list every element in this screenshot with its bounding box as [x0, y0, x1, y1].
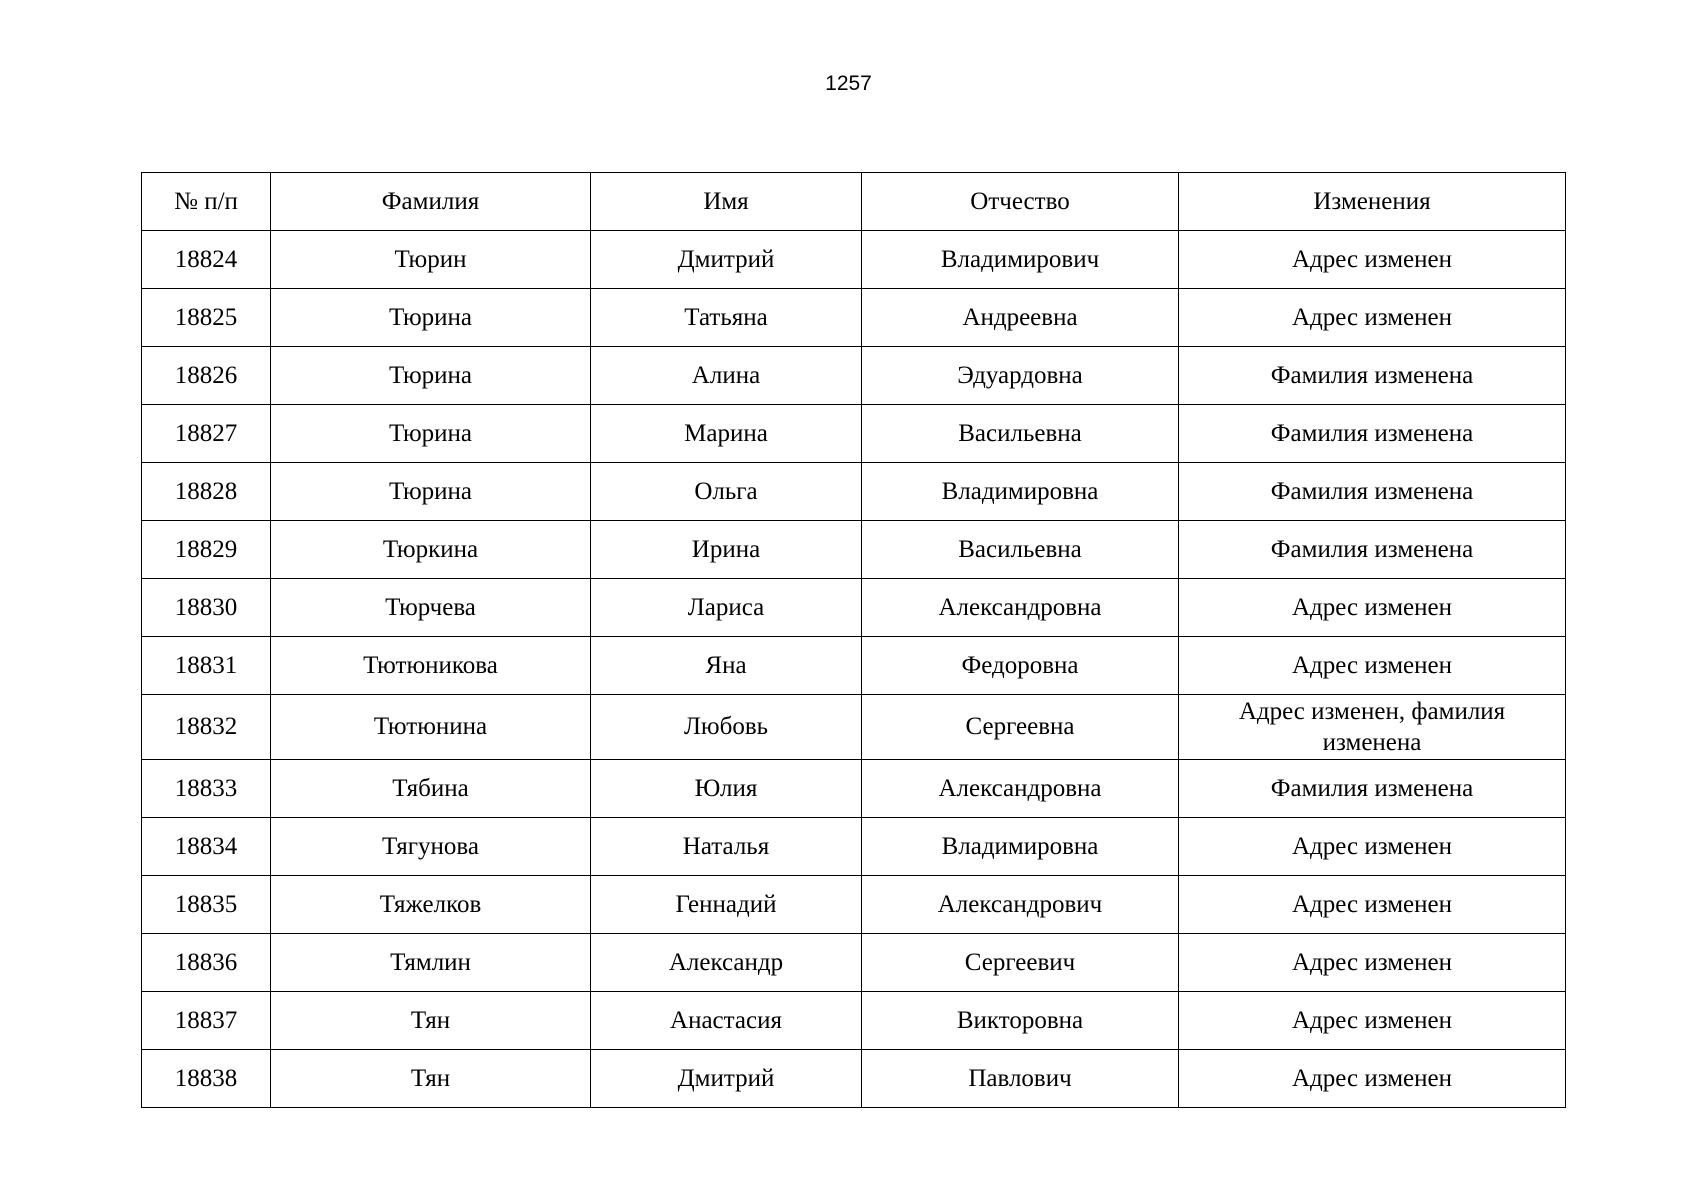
cell-changes: Фамилия изменена	[1179, 463, 1566, 521]
cell-number: 18835	[142, 876, 271, 934]
table-row	[142, 347, 1566, 405]
cell-first-name: Татьяна	[591, 289, 862, 347]
cell-changes: Адрес изменен	[1179, 992, 1566, 1050]
cell-patronymic: Александрович	[862, 876, 1179, 934]
cell-first-name: Лариса	[591, 579, 862, 637]
cell-number: 18831	[142, 637, 271, 695]
cell-changes: Адрес изменен	[1179, 231, 1566, 289]
cell-last-name: Тян	[271, 1050, 591, 1108]
cell-first-name: Алина	[591, 347, 862, 405]
cell-patronymic: Владимировна	[862, 818, 1179, 876]
cell-last-name: Тюрина	[271, 347, 591, 405]
cell-number: 18833	[142, 760, 271, 818]
cell-patronymic: Эдуардовна	[862, 347, 1179, 405]
cell-last-name: Тюрина	[271, 405, 591, 463]
cell-last-name: Тюрчева	[271, 579, 591, 637]
cell-first-name: Дмитрий	[591, 231, 862, 289]
cell-number: 18837	[142, 992, 271, 1050]
cell-patronymic: Владимирович	[862, 231, 1179, 289]
cell-last-name: Тюркина	[271, 521, 591, 579]
cell-patronymic: Федоровна	[862, 637, 1179, 695]
cell-changes: Адрес изменен, фамилия изменена	[1179, 695, 1566, 760]
cell-last-name: Тютюникова	[271, 637, 591, 695]
table-row	[142, 289, 1566, 347]
registry-table	[141, 172, 1566, 1108]
cell-patronymic: Владимировна	[862, 463, 1179, 521]
cell-changes: Адрес изменен	[1179, 579, 1566, 637]
table-row	[142, 637, 1566, 695]
cell-first-name: Геннадий	[591, 876, 862, 934]
cell-number: 18830	[142, 579, 271, 637]
cell-number: 18827	[142, 405, 271, 463]
table-row	[142, 695, 1566, 760]
cell-first-name: Александр	[591, 934, 862, 992]
cell-last-name: Тюрина	[271, 289, 591, 347]
cell-patronymic: Александровна	[862, 760, 1179, 818]
cell-changes: Фамилия изменена	[1179, 347, 1566, 405]
cell-first-name: Наталья	[591, 818, 862, 876]
cell-last-name: Тяжелков	[271, 876, 591, 934]
cell-patronymic: Васильевна	[862, 405, 1179, 463]
cell-changes: Адрес изменен	[1179, 1050, 1566, 1108]
cell-changes: Фамилия изменена	[1179, 521, 1566, 579]
cell-changes: Адрес изменен	[1179, 637, 1566, 695]
cell-changes: Фамилия изменена	[1179, 760, 1566, 818]
cell-number: 18838	[142, 1050, 271, 1108]
table-row	[142, 405, 1566, 463]
cell-first-name: Марина	[591, 405, 862, 463]
cell-patronymic: Васильевна	[862, 521, 1179, 579]
cell-number: 18828	[142, 463, 271, 521]
cell-last-name: Тябина	[271, 760, 591, 818]
cell-changes: Адрес изменен	[1179, 876, 1566, 934]
cell-changes: Адрес изменен	[1179, 818, 1566, 876]
cell-last-name: Тюрин	[271, 231, 591, 289]
table-row	[142, 231, 1566, 289]
cell-first-name: Анастасия	[591, 992, 862, 1050]
table-header-row	[142, 173, 1566, 231]
page-number: 1257	[825, 72, 872, 95]
cell-number: 18832	[142, 695, 271, 760]
cell-patronymic: Александровна	[862, 579, 1179, 637]
table-row	[142, 876, 1566, 934]
table-row	[142, 818, 1566, 876]
cell-patronymic: Павлович	[862, 1050, 1179, 1108]
table-row	[142, 992, 1566, 1050]
cell-last-name: Тян	[271, 992, 591, 1050]
cell-changes: Адрес изменен	[1179, 934, 1566, 992]
cell-changes: Адрес изменен	[1179, 289, 1566, 347]
table-row	[142, 463, 1566, 521]
table-row	[142, 1050, 1566, 1108]
table-row	[142, 579, 1566, 637]
cell-number: 18836	[142, 934, 271, 992]
table-row	[142, 521, 1566, 579]
cell-number: 18824	[142, 231, 271, 289]
cell-first-name: Юлия	[591, 760, 862, 818]
cell-last-name: Тягунова	[271, 818, 591, 876]
cell-last-name: Тямлин	[271, 934, 591, 992]
cell-last-name: Тюрина	[271, 463, 591, 521]
cell-first-name: Яна	[591, 637, 862, 695]
header-last-name: Фамилия	[271, 173, 591, 231]
cell-first-name: Любовь	[591, 695, 862, 760]
header-first-name: Имя	[591, 173, 862, 231]
header-changes: Изменения	[1179, 173, 1566, 231]
cell-patronymic: Викторовна	[862, 992, 1179, 1050]
cell-first-name: Ольга	[591, 463, 862, 521]
cell-patronymic: Андреевна	[862, 289, 1179, 347]
cell-number: 18825	[142, 289, 271, 347]
table-row	[142, 934, 1566, 992]
header-number: № п/п	[142, 173, 271, 231]
cell-first-name: Дмитрий	[591, 1050, 862, 1108]
table-row	[142, 760, 1566, 818]
header-patronymic: Отчество	[862, 173, 1179, 231]
cell-number: 18826	[142, 347, 271, 405]
cell-patronymic: Сергеевна	[862, 695, 1179, 760]
cell-number: 18829	[142, 521, 271, 579]
cell-first-name: Ирина	[591, 521, 862, 579]
cell-number: 18834	[142, 818, 271, 876]
cell-last-name: Тютюнина	[271, 695, 591, 760]
cell-patronymic: Сергеевич	[862, 934, 1179, 992]
cell-changes: Фамилия изменена	[1179, 405, 1566, 463]
